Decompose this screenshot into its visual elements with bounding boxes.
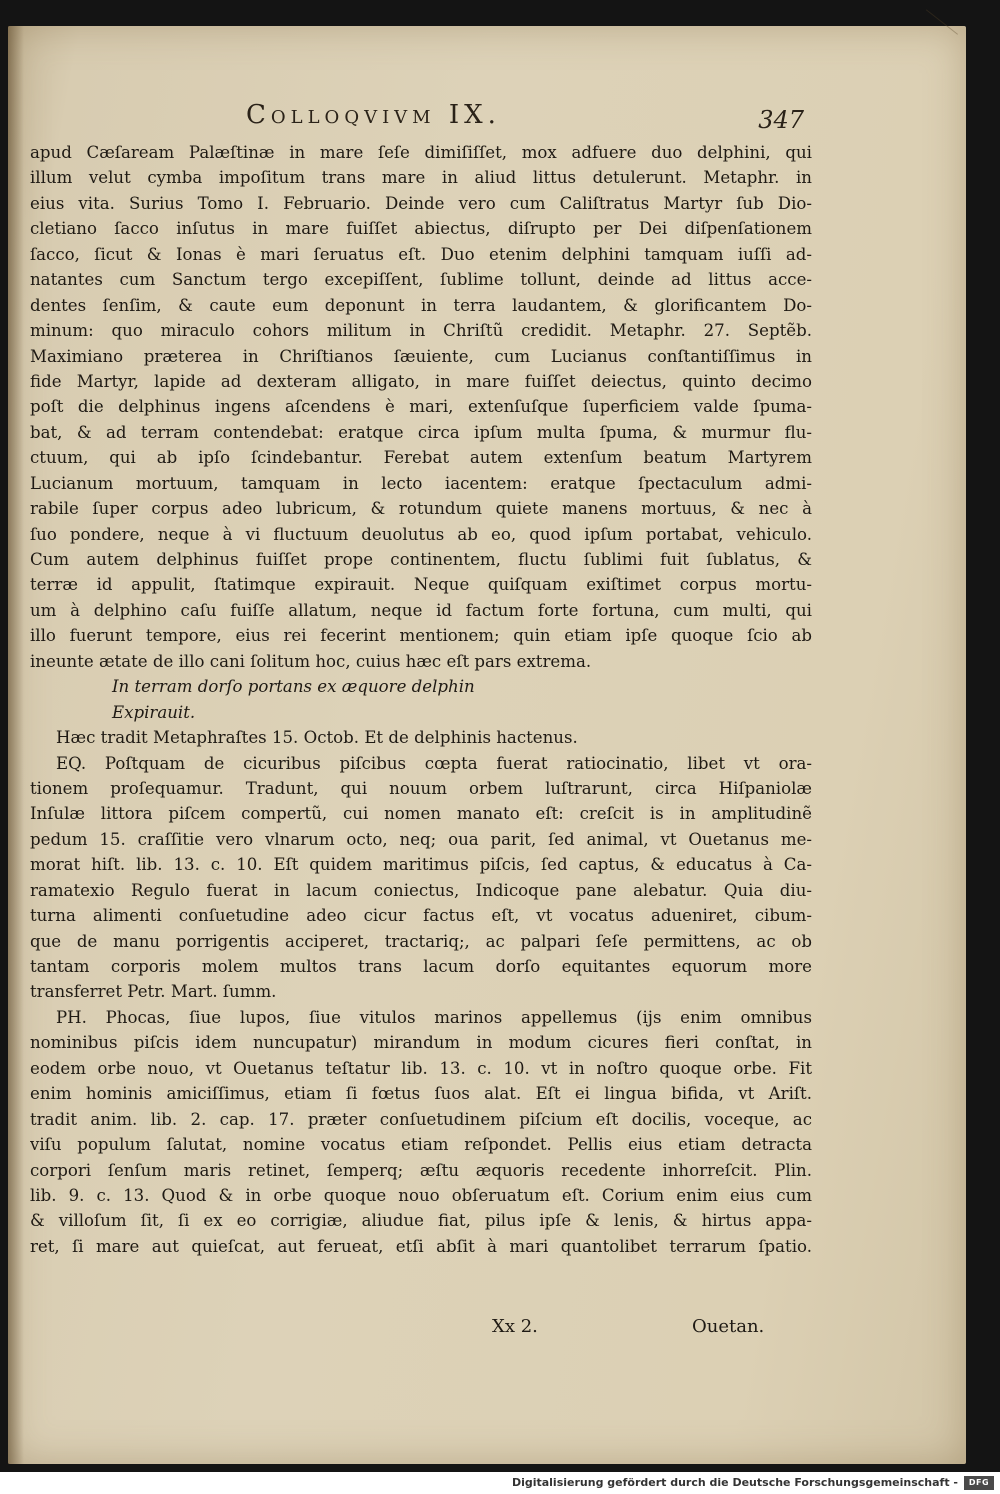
text-line: illo fuerunt tempore, eius rei fecerint mentionem; quin etiam ipſe quoque ſcio ab <box>30 626 812 646</box>
text-line: lib. 9. c. 13. Quod & in orbe quoque nouo obſeruatum eſt. Corium enim eius cum <box>30 1185 812 1205</box>
book-page <box>8 26 966 1464</box>
page-corner-fold <box>907 9 958 58</box>
verse-line: Expirauit. <box>112 702 196 722</box>
dfg-logo-icon: DFG <box>964 1476 994 1490</box>
text-line: Lucianum mortuum, tamquam in lecto iacentem: eratque ſpectaculum admi- <box>30 473 812 493</box>
text-line: tantam corporis molem multos trans lacum dorſo equitantes equorum more <box>30 957 812 976</box>
text-line: poſt die delphinus ingens aſcendens è mari, extenſuſque ſuperficiem valde ſpuma- <box>30 397 812 417</box>
page-footer <box>8 1316 966 1346</box>
text-line: terræ id appulit, ſtatimque expirauit. Neque quiſquam exiſtimet corpus mortu- <box>30 575 812 595</box>
page-header <box>8 98 966 138</box>
text-line: um à delphino caſu fuiſſe allatum, neque id factum forte fortuna, cum multi, qui <box>30 600 812 620</box>
catchword: Ouetan. <box>692 1316 765 1337</box>
text-line: tionem proſequamur. Tradunt, qui nouum orbem luſtrarunt, circa Hiſpaniolæ <box>30 778 812 798</box>
credit-text: Digitalisierung gefördert durch die Deutsche Forschungsgemeinschaft - <box>511 1476 958 1489</box>
text-line: nominibus piſcis idem nuncupatur) mirandum in modum cicures fieri conſtat, in <box>30 1033 812 1053</box>
credit-bar <box>0 1472 1000 1494</box>
verse-line: In terram dorſo portans ex æquore delphin <box>112 677 475 697</box>
text-line: ret, ſi mare aut quieſcat, aut ferueat, etſi abſit à mari quantolibet terrarum ſpatio. <box>30 1236 812 1256</box>
text-line: rabile ſuper corpus adeo lubricum, & rotundum quiete manens mortuus, & nec à <box>30 499 812 519</box>
signature-mark: Xx 2. <box>492 1316 538 1337</box>
text-line: ſacco, ſicut & Ionas è mari ſeruatus eſt. Duo etenim delphini tamquam iuſſi ad- <box>30 244 812 264</box>
text-line: bat, & ad terram contendebat: eratque circa ipſum multa ſpuma, & murmur flu- <box>30 422 812 442</box>
text-line: illum velut cymba impoſitum trans mare in aliud littus detulerunt. Metaphr. in <box>30 168 812 188</box>
text-line: transferret Petr. Mart. ſumm. <box>30 982 277 1002</box>
page-number: 347 <box>758 106 804 134</box>
running-title: Colloqvivm IX. <box>246 100 501 130</box>
text-line: natantes cum Sanctum tergo excepiſſent, ſublime tollunt, deinde ad littus acce- <box>30 270 812 290</box>
text-line: tradit anim. lib. 2. cap. 17. præter conſuetudinem piſcium eſt docilis, voceque, ac <box>30 1109 812 1129</box>
text-line: Inſulæ littora piſcem compertũ, cui nomen manato eſt: creſcit is in amplitudinẽ <box>30 804 812 824</box>
text-line: pedum 15. craſſitie vero vlnarum octo, neq; oua parit, ſed animal, vt Ouetanus me- <box>30 829 812 849</box>
text-line: fide Martyr, lapide ad dexteram alligato, in mare fuiſſet deiectus, quinto decimo <box>30 371 812 391</box>
text-line: viſu populum ſalutat, nomine vocatus etiam reſpondet. Pellis eius etiam detracta <box>30 1135 812 1155</box>
text-line: eodem orbe nouo, vt Ouetanus teſtatur lib. 13. c. 10. vt in noſtro quoque orbe. Fit <box>30 1058 812 1078</box>
text-line: corpori ſenſum maris retinet, ſemperq; æſtu æquoris recedente inhorreſcit. Plin. <box>30 1160 812 1180</box>
text-line: ineunte ætate de illo cani ſolitum hoc, cuius hæc eſt pars extrema. <box>30 651 592 671</box>
text-line: ctuum, qui ab ipſo ſcindebantur. Ferebat autem extenſum beatum Martyrem <box>30 448 812 468</box>
text-line: turna alimenti conſuetudine adeo cicur factus eſt, vt vocatus adueniret, cibum- <box>30 906 812 926</box>
text-line: enim hominis amiciſſimus, etiam ſi fœtus ſuos alat. Eſt ei lingua bifida, vt Ariſt. <box>30 1084 812 1104</box>
text-line: ſuo pondere, neque à vi fluctuum deuolutus ab eo, quod ipſum portabat, vehiculo. <box>30 524 812 544</box>
text-line: cletiano ſacco inſutus in mare fuiſſet abiectus, diſrupto per Dei diſpenſationem <box>30 219 812 239</box>
speaker-eq-line: EQ. Poſtquam de cicuribus piſcibus cœpta fuerat ratiocinatio, libet vt ora- <box>56 753 812 773</box>
speaker-ph-line: PH. Phocas, ſiue lupos, ſiue vitulos marinos appellemus (ijs enim omnibus <box>56 1007 812 1027</box>
text-line: Cum autem delphinus fuiſſet prope continentem, fluctu ſublimi fuit ſublatus, & <box>30 550 812 569</box>
text-line: minum: quo miraculo cohors militum in Chriſtũ credidit. Metaphr. 27. Septẽb. <box>30 321 812 341</box>
text-line: Hæc tradit Metaphraſtes 15. Octob. Et de delphinis hactenus. <box>56 728 578 748</box>
text-line: Maximiano præterea in Chriſtianos ſæuiente, cum Lucianus conſtantiſſimus in <box>30 346 812 366</box>
text-line: & villoſum ſit, ſi ex eo corrigiæ, aliudue fiat, pilus ipſe & lenis, & hirtus appa- <box>30 1211 812 1231</box>
text-line: dentes ſenſim, & caute eum deponunt in terra laudantem, & glorificantem Do- <box>30 295 812 315</box>
page-body <box>30 140 812 1259</box>
text-line: morat hiſt. lib. 13. c. 10. Eſt quidem maritimus piſcis, ſed captus, & educatus à Ca- <box>30 855 812 875</box>
text-line: ramatexio Regulo fuerat in lacum coniectus, Indicoque pane alebatur. Quia diu- <box>30 880 812 900</box>
text-line: que de manu porrigentis acciperet, tractariq;, ac palpari ſeſe permittens, ac ob <box>30 931 812 951</box>
text-line: eius vita. Surius Tomo I. Februario. Deinde vero cum Caliſtratus Martyr ſub Dio- <box>30 193 812 213</box>
text-line: apud Cæſaream Palæſtinæ in mare ſeſe dimiſiſſet, mox adfuere duo delphini, qui <box>30 143 812 162</box>
